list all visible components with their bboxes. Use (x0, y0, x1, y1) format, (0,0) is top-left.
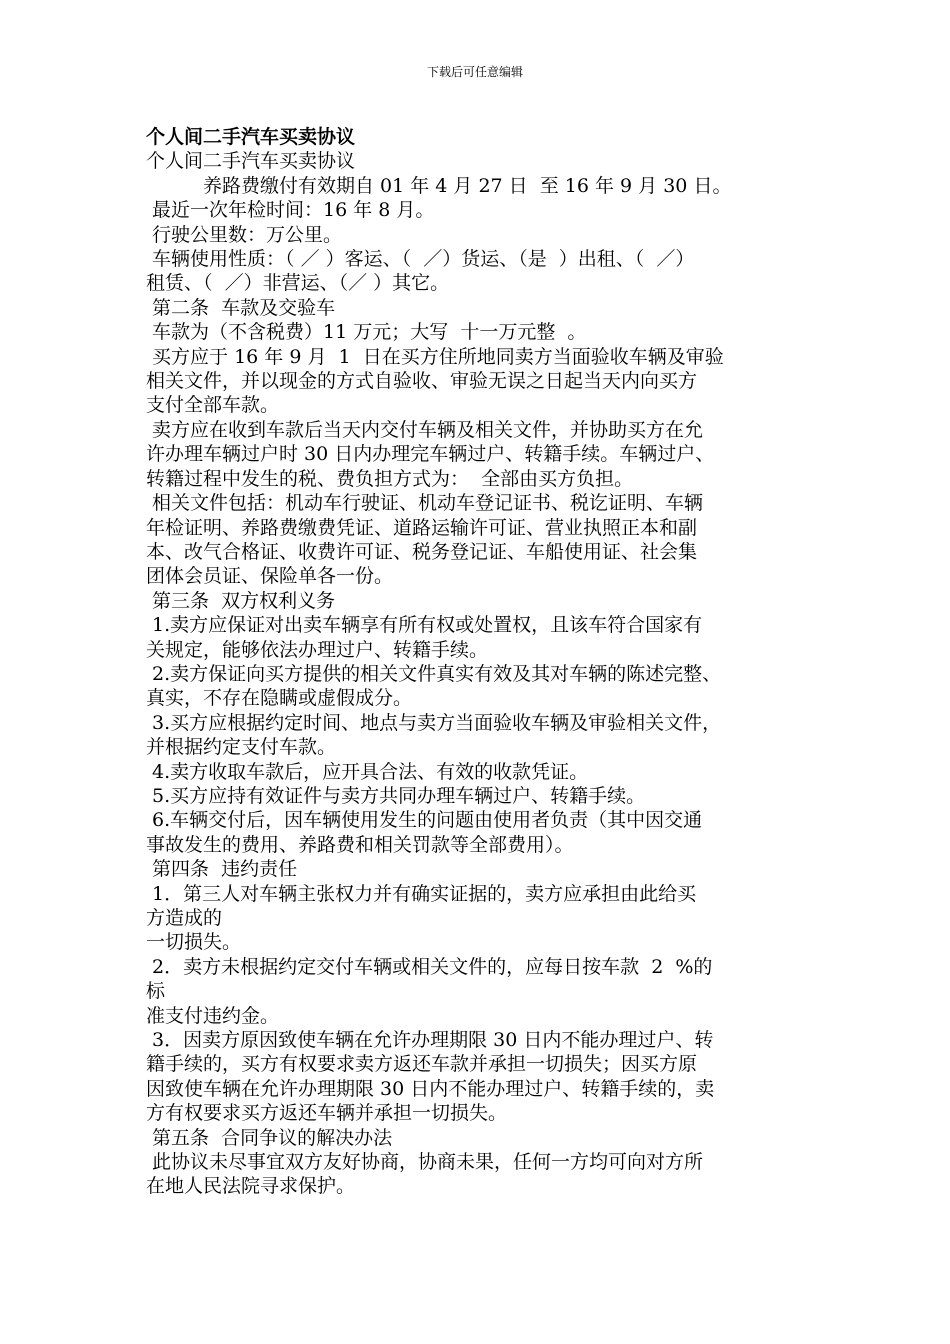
document-line: 相关文件，并以现金的方式自验收、审验无误之日起当天内向买方 (146, 370, 698, 393)
document-line: 第三条 双方权利义务 (146, 589, 336, 612)
document-line: 关规定，能够依法办理过户、转籍手续。 (146, 638, 489, 661)
document-line: 最近一次年检时间：16 年 8 月。 (146, 199, 435, 222)
document-line: 车款为（不含税费）11 万元；大写 十一万元整 。 (146, 321, 587, 344)
document-line: 籍手续的，买方有权要求卖方返还车款并承担一切损失；因买方原 (146, 1053, 698, 1076)
document-line: 第五条 合同争议的解决办法 (146, 1126, 393, 1149)
document-line: 方造成的 (146, 907, 223, 929)
document-line: 2．卖方未根据约定交付车辆或相关文件的，应每日按车款 2 %的 (146, 955, 713, 978)
document-line: 卖方应在收到车款后当天内交付车辆及相关文件，并协助买方在允 (146, 418, 704, 441)
page-header-note: 下载后可任意编辑 (426, 65, 523, 79)
document-line: 团体会员证、保险单各一份。 (146, 565, 394, 588)
document-line: 2.卖方保证向买方提供的相关文件真实有效及其对车辆的陈述完整、 (146, 662, 722, 685)
document-line: 4.卖方收取车款后，应开具合法、有效的收款凭证。 (146, 760, 589, 783)
document-line: 1.卖方应保证对出卖车辆享有所有权或处置权，且该车符合国家有 (146, 614, 703, 637)
document-line: 车辆使用性质：（ ／ ）客运、（ ／）货运、（是 ）出租、（ ／） (146, 248, 695, 271)
document-line: 本、改气合格证、收费许可证、税务登记证、车船使用证、社会集 (146, 540, 698, 563)
document-line: 3．因卖方原因致使车辆在允许办理期限 30 日内不能办理过户、转 (146, 1029, 714, 1052)
document-line: 许办理车辆过户时 30 日内办理完车辆过户、转籍手续。车辆过户、 (146, 443, 715, 466)
document-line: 年检证明、养路费缴费凭证、道路运输许可证、营业执照正本和副 (146, 516, 698, 539)
document-line: 支付全部车款。 (146, 394, 280, 417)
document-title: 个人间二手汽车买卖协议 (146, 126, 356, 148)
document-line: 个人间二手汽车买卖协议 (146, 150, 356, 173)
document-line: 因致使车辆在允许办理期限 30 日内不能办理过户、转籍手续的，卖 (146, 1077, 715, 1100)
document-line: 养路费缴付有效期自 01 年 4 月 27 日 至 16 年 9 月 30 日。 (146, 174, 732, 197)
document-line: 真实，不存在隐瞒或虚假成分。 (146, 687, 413, 710)
document-line: 转籍过程中发生的税、费负担方式为： 全部由买方负担。 (146, 467, 634, 490)
document-line: 6.车辆交付后，因车辆使用发生的问题由使用者负责（其中因交通 (146, 809, 703, 832)
document-line: 并根据约定支付车款。 (146, 736, 337, 759)
document-line: 3.买方应根据约定时间、地点与卖方当面验收车辆及审验相关文件， (146, 711, 722, 734)
document-line: 1．第三人对车辆主张权力并有确实证据的，卖方应承担由此给买 (146, 882, 697, 905)
document-line: 方有权要求买方返还车辆并承担一切损失。 (146, 1102, 508, 1125)
document-line: 买方应于 16 年 9 月 1 日在买方住所地同卖方当面验收车辆及审验 (146, 345, 724, 368)
document-line: 事故发生的费用、养路费和相关罚款等全部费用）。 (146, 833, 574, 856)
document-line: 准支付违约金。 (146, 1004, 280, 1027)
document-body (146, 125, 814, 1199)
document-line: 第四条 违约责任 (146, 858, 298, 881)
document-line: 5.买方应持有效证件与卖方共同办理车辆过户、转籍手续。 (146, 784, 646, 807)
document-line: 在地人民法院寻求保护。 (146, 1175, 356, 1198)
document-line: 行驶公里数：万公里。 (146, 223, 343, 246)
document-line: 相关文件包括：机动车行驶证、机动车登记证书、税讫证明、车辆 (146, 492, 704, 515)
document-line: 标 (146, 980, 166, 1003)
document-line: 第二条 车款及交验车 (146, 296, 336, 319)
document-line: 一切损失。 (146, 931, 242, 954)
document-line: 租赁、（ ／）非营运、（／ ）其它。 (146, 272, 450, 295)
document-line: 此协议未尽事宜双方友好协商，协商未果，任何一方均可向对方所 (146, 1151, 704, 1174)
